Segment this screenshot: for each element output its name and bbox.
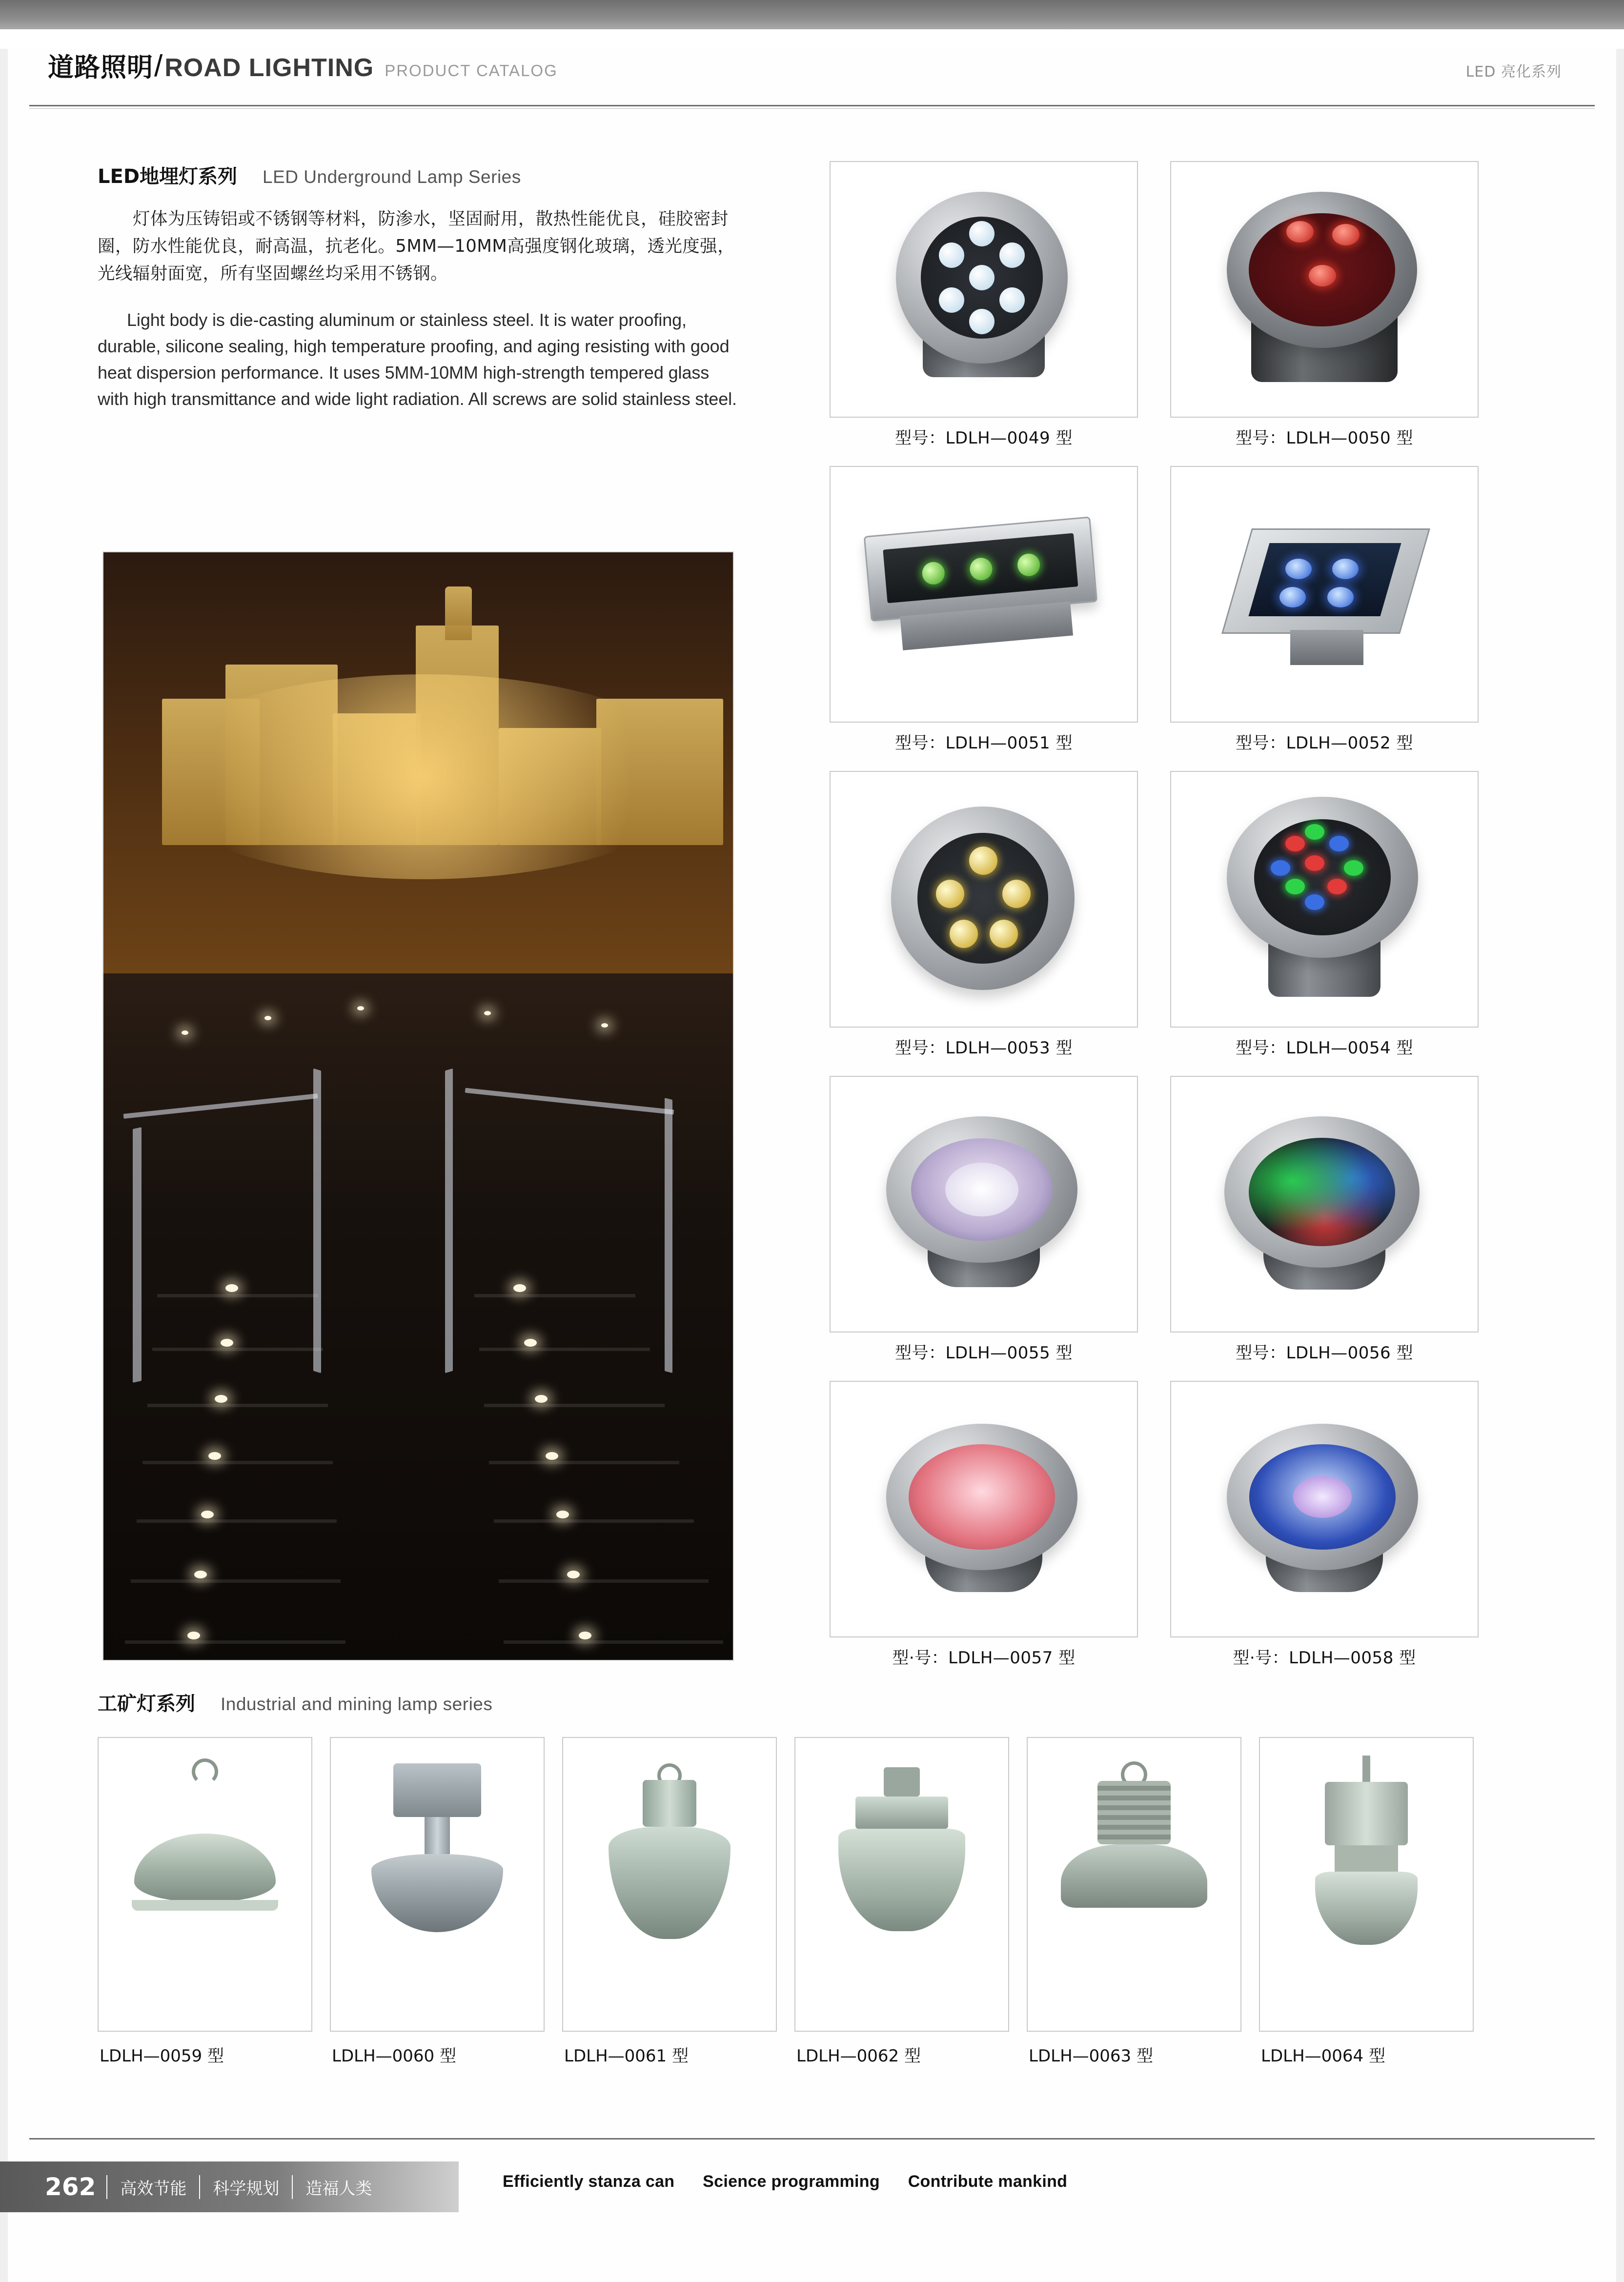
page-header [0,0,1624,122]
product-image-0051 [830,466,1138,723]
photo-stair-tread [125,1640,345,1644]
product-row [830,161,1479,459]
photo-led-dot [546,1452,558,1460]
photo-stair-tread [494,1519,694,1523]
product-image-0062 [794,1737,1009,2032]
product-image-0050 [1170,161,1479,418]
product-cell[interactable] [1170,771,1479,1069]
product-cell[interactable] [794,1737,1009,2066]
photo-stair-tread [142,1461,333,1464]
photo-led-dot [187,1632,200,1639]
product-caption: LDLH—0060 型 [332,2046,456,2066]
product-caption: 型号：LDLH—0051 型 [895,733,1073,753]
page-edge-left [0,0,8,2282]
header-title-cn: 道路照明 [48,53,153,82]
industrial-heading-en: Industrial and mining lamp series [221,1694,493,1714]
product-image-0064 [1259,1737,1474,2032]
product-caption: 型号：LDLH—0054 型 [1236,1038,1413,1058]
footer-slogan-cn-2: 科学规划 [199,2175,292,2199]
footer-left-group [45,2166,385,2207]
photo-stair-tread [489,1461,679,1464]
product-cell[interactable] [830,161,1138,459]
industrial-section-heading [98,1688,492,1716]
product-caption: 型号：LDLH—0056 型 [1236,1343,1413,1363]
photo-railing [445,1069,453,1373]
product-image-0057 [830,1381,1138,1637]
photo-skyline-glow [142,674,704,879]
product-image-0053 [830,771,1138,1028]
product-cell[interactable] [830,771,1138,1069]
footer-slogan-en-3: Contribute mankind [908,2172,1068,2191]
product-image-0059 [98,1737,312,2032]
product-caption: 型号：LDLH—0053 型 [895,1038,1073,1058]
product-caption: LDLH—0059 型 [100,2046,224,2066]
photo-stair-tread [484,1404,665,1407]
header-white-strip [0,29,1624,49]
photo-stair-tread [474,1294,635,1297]
underground-heading-cn: LED地埋灯系列 [98,165,238,188]
photo-led-dot [221,1339,233,1347]
underground-paragraph-en: Light body is die-casting aluminum or stainless steel. It is water proofing, durable, silicone sealing, high temperature proofing, and aging resisting with good heat dispersion performance. It uses 5MM-10MM high-strength tempered glass with high transmittance and wide light radiation. All screws are solid stainless steel. [98,310,737,409]
photo-stair-tread [147,1404,328,1407]
photo-stair-tread [152,1348,323,1351]
photo-led-dot [556,1511,569,1518]
footer-slogan-en-1: Efficiently stanza can [503,2172,675,2191]
product-caption: LDLH—0062 型 [796,2046,921,2066]
product-caption: LDLH—0063 型 [1029,2046,1153,2066]
header-series-label: LED 亮化系列 [1465,63,1562,81]
product-image-0055 [830,1076,1138,1333]
photo-led-dot [215,1395,227,1403]
product-cell[interactable] [1027,1737,1241,2066]
underground-section-heading [98,161,761,189]
footer-slogan-en-group [503,2172,1091,2191]
product-cell[interactable] [830,466,1138,764]
photo-distant-light [484,1011,491,1015]
header-title [48,47,558,84]
product-cell[interactable] [330,1737,545,2066]
photo-led-dot [579,1632,591,1639]
photo-distant-light [264,1016,271,1020]
photo-distant-light [182,1030,188,1035]
product-image-0049 [830,161,1138,418]
photo-distant-light [601,1023,608,1028]
product-cell[interactable] [830,1076,1138,1374]
product-caption: 型号：LDLH—0052 型 [1236,733,1413,753]
product-caption: 型号：LDLH—0055 型 [895,1343,1073,1363]
product-cell[interactable] [98,1737,312,2066]
product-image-0052 [1170,466,1479,723]
footer-slogan-en-2: Science programming [703,2172,880,2191]
product-caption: 型·号：LDLH—0058 型 [1233,1648,1416,1668]
photo-led-dot [201,1511,214,1518]
product-row [830,1381,1479,1679]
product-caption: 型·号：LDLH—0057 型 [892,1648,1076,1668]
header-title-en: ROAD LIGHTING [164,54,374,82]
product-row [830,466,1479,764]
photo-led-dot [208,1452,221,1460]
photo-stair-tread [479,1348,650,1351]
photo-railing [665,1098,672,1373]
photo-led-dot [567,1571,580,1578]
photo-led-dot [194,1571,207,1578]
page-edge-right [1616,0,1624,2282]
product-cell[interactable] [1170,1076,1479,1374]
page-number: 262 [45,2173,96,2201]
header-subtitle-en: PRODUCT CATALOG [385,61,558,80]
industrial-heading-cn: 工矿灯系列 [98,1693,195,1715]
night-scene-photo [102,551,734,1661]
product-cell[interactable] [1170,161,1479,459]
product-cell[interactable] [562,1737,777,2066]
product-caption: LDLH—0061 型 [564,2046,689,2066]
product-caption: 型号：LDLH—0049 型 [895,428,1073,448]
underground-paragraph-cn: 灯体为压铸铝或不锈钢等材料，防渗水，坚固耐用，散热性能优良，硅胶密封圈，防水性能优良，耐高温，抗老化。5MM—10MM高强度钢化玻璃，透光度强，光线辐射面宽，所有坚固螺丝均采用不锈钢。 [98,209,735,283]
underground-heading-en: LED Underground Lamp Series [263,167,521,187]
footer-rule [29,2138,1595,2140]
photo-stair-tread [504,1640,723,1644]
photo-stair-tread [131,1579,341,1583]
underground-product-grid [830,161,1479,1686]
underground-section-text [98,161,761,412]
product-row [830,1076,1479,1374]
product-row [830,771,1479,1069]
photo-ground [103,973,733,1660]
product-image-0058 [1170,1381,1479,1637]
header-rule-thin [29,108,1595,109]
photo-clock-tower [445,586,472,640]
product-cell[interactable] [830,1381,1138,1679]
photo-led-dot [225,1284,238,1292]
product-cell[interactable] [1170,1381,1479,1679]
header-rule [29,105,1595,106]
product-cell[interactable] [1259,1737,1474,2066]
product-caption: LDLH—0064 型 [1261,2046,1385,2066]
product-cell[interactable] [1170,466,1479,764]
photo-stair-tread [157,1294,318,1297]
photo-railing [133,1127,142,1383]
footer-slogan-cn-3: 造福人类 [292,2175,385,2199]
photo-railing [313,1069,321,1373]
industrial-product-grid [98,1737,1527,2066]
product-image-0054 [1170,771,1479,1028]
footer-slogan-cn-1: 高效节能 [106,2175,199,2199]
photo-stair-tread [499,1579,709,1583]
header-title-slash: / [154,49,163,83]
photo-led-dot [524,1339,537,1347]
product-image-0061 [562,1737,777,2032]
photo-led-dot [535,1395,548,1403]
product-image-0056 [1170,1076,1479,1333]
product-image-0063 [1027,1737,1241,2032]
product-caption: 型号：LDLH—0050 型 [1236,428,1413,448]
photo-led-dot [513,1284,526,1292]
photo-distant-light [357,1006,364,1010]
photo-stair-tread [137,1519,337,1523]
product-image-0060 [330,1737,545,2032]
